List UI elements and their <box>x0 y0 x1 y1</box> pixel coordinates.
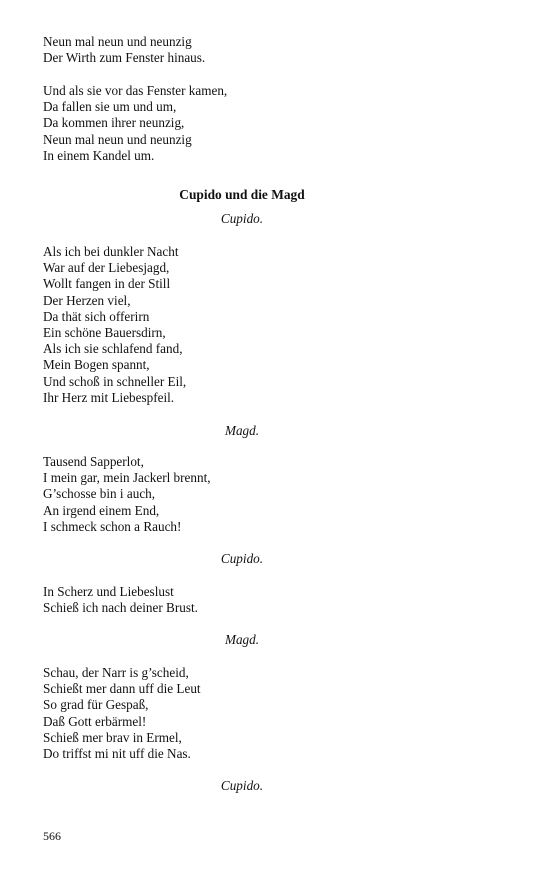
poem-title: Cupido und die Magd <box>179 187 305 202</box>
poem-line: Ein schöne Bauersdirn, <box>43 325 166 341</box>
poem-line: Als ich sie schlafend fand, <box>43 341 183 357</box>
poem-line: Wollt fangen in der Still <box>43 276 171 292</box>
stanza-cupido <box>43 584 198 616</box>
page-number: 566 <box>43 829 61 843</box>
poem-line: Mein Bogen spannt, <box>43 357 150 373</box>
poem-line: So grad für Gespaß, <box>43 697 149 713</box>
poem-line: Der Herzen viel, <box>43 292 131 308</box>
poem-line: Der Wirth zum Fenster hinaus. <box>43 50 206 66</box>
poem-line: Schieß mer brav in Ermel, <box>43 729 182 745</box>
poem-line: Schießt mer dann uff die Leut <box>43 681 201 697</box>
speaker-label: Cupido. <box>220 551 264 566</box>
poem-line: Und als sie vor das Fenster kamen, <box>43 83 228 98</box>
stanza-cupido <box>43 244 186 406</box>
poem-line: Da kommen ihrer neunzig, <box>43 115 185 131</box>
poem-line: Neun mal neun und neunzig <box>43 34 192 49</box>
speaker-label: Magd. <box>224 423 260 438</box>
poem-line: G’schosse bin i auch, <box>43 486 156 502</box>
stanza-continuation <box>43 34 205 66</box>
poem-line: In einem Kandel um. <box>43 147 155 163</box>
poem-line: War auf der Liebesjagd, <box>43 260 170 276</box>
poem-line: An irgend einem End, <box>43 502 160 518</box>
poem-line: I schmeck schon a Rauch! <box>43 518 182 534</box>
poem-line: I mein gar, mein Jackerl brennt, <box>43 470 211 486</box>
poem-line: Da fallen sie um und um, <box>43 99 177 115</box>
stanza-magd <box>43 454 211 535</box>
speaker-label: Magd. <box>224 632 260 647</box>
poem-line: Daß Gott erbärmel! <box>43 713 147 729</box>
poem-line: Schieß ich nach deiner Brust. <box>43 600 198 616</box>
stanza-magd <box>43 665 201 762</box>
speaker-label: Cupido. <box>220 778 264 793</box>
poem-line: Ihr Herz mit Liebespfeil. <box>43 389 175 405</box>
poem-line: Schau, der Narr is g’scheid, <box>43 665 189 680</box>
poem-line: Als ich bei dunkler Nacht <box>43 244 179 259</box>
poem-line: Do triffst mi nit uff die Nas. <box>43 746 191 762</box>
poem-line: Tausend Sapperlot, <box>43 454 144 469</box>
poem-line: Und schoß in schneller Eil, <box>43 373 187 389</box>
poem-line: Da thät sich offerirn <box>43 308 150 324</box>
stanza <box>43 83 227 164</box>
poem-line: In Scherz und Liebeslust <box>43 584 174 599</box>
poem-line: Neun mal neun und neunzig <box>43 131 192 147</box>
speaker-label: Cupido. <box>220 211 264 226</box>
